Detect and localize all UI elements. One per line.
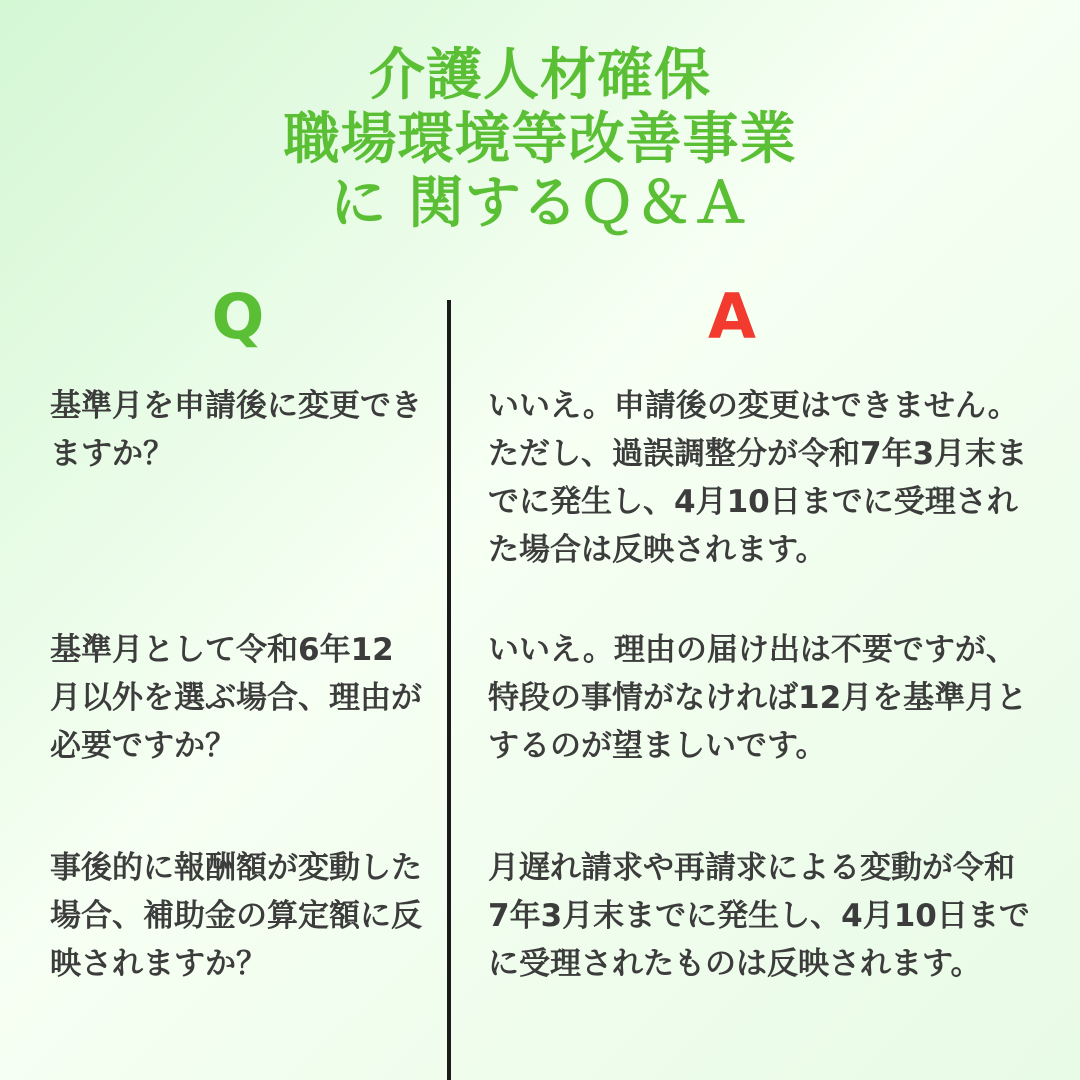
title-line-1: 介護人材確保: [369, 43, 711, 108]
question-3: 事後的に報酬額が変動した場合、補助金の算定額に反映されますか？: [50, 850, 422, 982]
answer-3: 月遅れ請求や再請求による変動が令和7年3月末までに発生し、4月10日までに受理されたものは反映されます。: [488, 850, 1030, 982]
answer-1: いいえ。申請後の変更はできません。ただし、過誤調整分が令和7年3月末までに発生し、4月10日までに受理された場合は反映されます。: [488, 388, 1028, 568]
question-2: 基準月として令和6年12月以外を選ぶ場合、理由が必要ですか？: [50, 632, 422, 764]
title-line-2: 職場環境等改善事業: [283, 107, 797, 172]
answer-column-header: A: [708, 280, 756, 353]
page-title: [0, 44, 1080, 236]
column-divider: [447, 300, 451, 1080]
question-1: 基準月を申請後に変更できますか？: [50, 388, 422, 472]
title-line-3: に 関するＱ＆Ａ: [330, 171, 750, 236]
answer-2: いいえ。理由の届け出は不要ですが、特段の事情がなければ12月を基準月とするのが望ましいです。: [488, 632, 1028, 764]
question-column-header: Q: [211, 280, 265, 353]
